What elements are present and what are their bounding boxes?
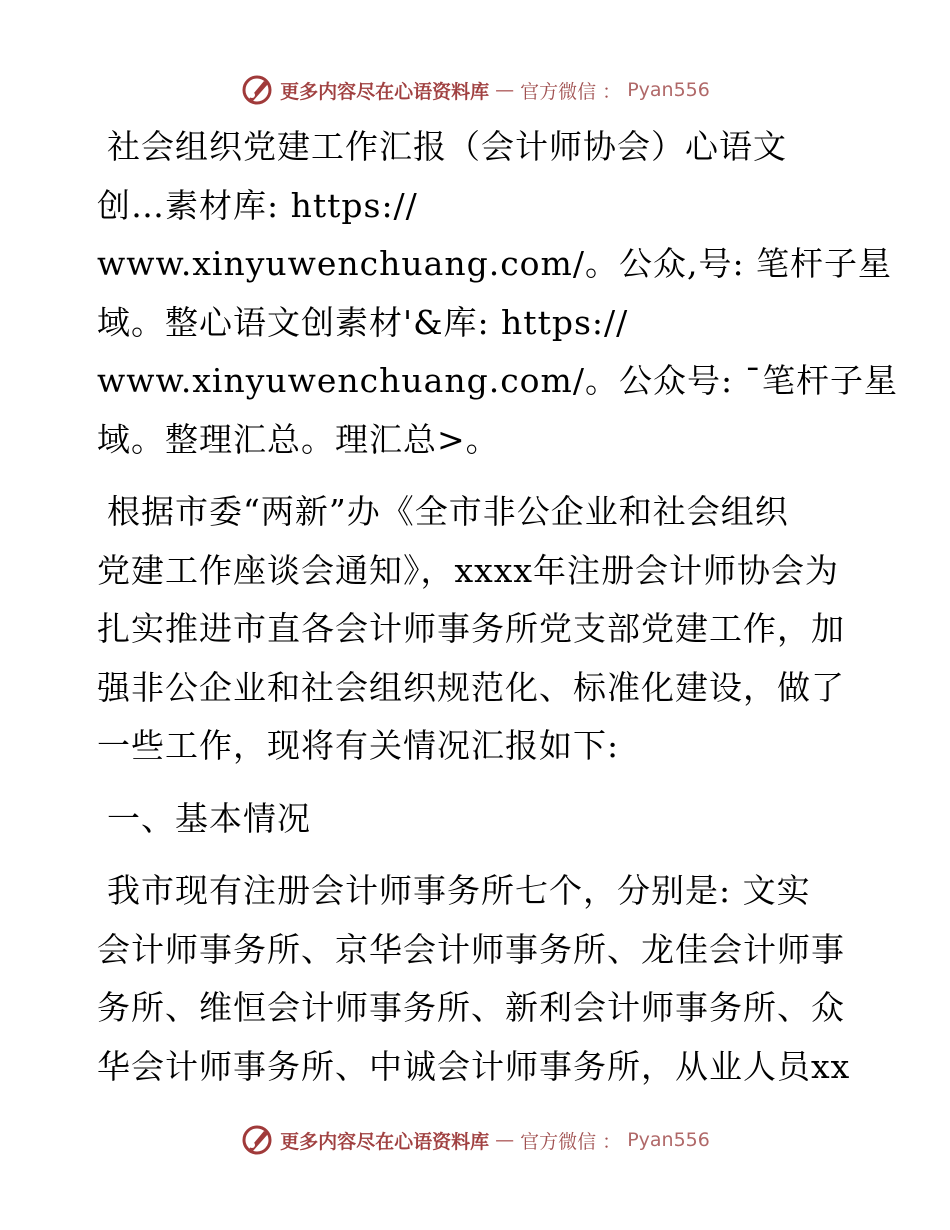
watermark-colon: ： bbox=[602, 1130, 622, 1153]
paragraph-line: 党建工作座谈会通知》，xxxx年注册会计师协会为 bbox=[97, 550, 839, 590]
watermark-brand-text: 更多内容尽在心语资料库 bbox=[280, 1130, 490, 1153]
section-heading: 一、基本情况 bbox=[107, 798, 311, 838]
title-line: www.xinyuwenchuang.com/。公众号: ¯笔杆子星 bbox=[97, 361, 899, 400]
watermark-brand-text: 更多内容尽在心语资料库 bbox=[280, 80, 490, 103]
paragraph-line: 华会计师事务所、中诚会计师事务所，从业人员xx bbox=[97, 1046, 851, 1086]
paragraph-line: 一些工作，现将有关情况汇报如下: bbox=[97, 726, 620, 765]
title-line: www.xinyuwenchuang.com/。公众,号: 笔杆子星 bbox=[97, 244, 893, 283]
section-paragraph bbox=[97, 862, 867, 1096]
header-watermark bbox=[0, 70, 950, 110]
paragraph-line: 务所、维恒会计师事务所、新利会计师事务所、众 bbox=[97, 988, 845, 1027]
paragraph-line: 扎实推进市直各会计师事务所党支部党建工作，加 bbox=[97, 609, 845, 648]
watermark-official-label: 官方微信 bbox=[520, 80, 597, 103]
title-line: 域。整理汇总。理汇总>。 bbox=[97, 419, 500, 459]
paragraph-gap bbox=[97, 776, 867, 790]
intro-paragraph bbox=[97, 483, 867, 776]
title-line: 创…素材库: https:// bbox=[97, 185, 418, 225]
watermark-wechat-id: Pyan556 bbox=[627, 1129, 710, 1151]
watermark-colon: ： bbox=[602, 80, 622, 103]
paragraph-gap bbox=[97, 469, 867, 483]
watermark-separator: — bbox=[495, 79, 515, 101]
footer-watermark bbox=[0, 1120, 950, 1160]
title-line: 社会组织党建工作汇报（会计师协会）心语文 bbox=[107, 127, 787, 166]
paragraph-line: 会计师事务所、京华会计师事务所、龙佳会计师事 bbox=[97, 929, 845, 969]
paragraph-gap bbox=[97, 848, 867, 862]
watermark-separator: — bbox=[495, 1129, 515, 1151]
paragraph-line: 强非公企业和社会组织规范化、标准化建设，做了 bbox=[97, 667, 845, 707]
paragraph-line: 根据市委“两新”办《全市非公企业和社会组织 bbox=[107, 492, 789, 531]
document-body bbox=[97, 118, 899, 1096]
document-title-block bbox=[97, 118, 899, 469]
paragraph-line: 我市现有注册会计师事务所七个，分别是: 文实 bbox=[107, 871, 811, 910]
watermark-wechat-id: Pyan556 bbox=[627, 79, 710, 101]
title-line: 域。整心语文创素材'&库: https:// bbox=[97, 302, 629, 342]
pen-logo-icon bbox=[240, 1123, 274, 1157]
watermark-content bbox=[240, 1123, 710, 1157]
pen-logo-icon bbox=[240, 73, 274, 107]
watermark-content bbox=[240, 73, 710, 107]
watermark-official-label: 官方微信 bbox=[520, 1130, 597, 1153]
